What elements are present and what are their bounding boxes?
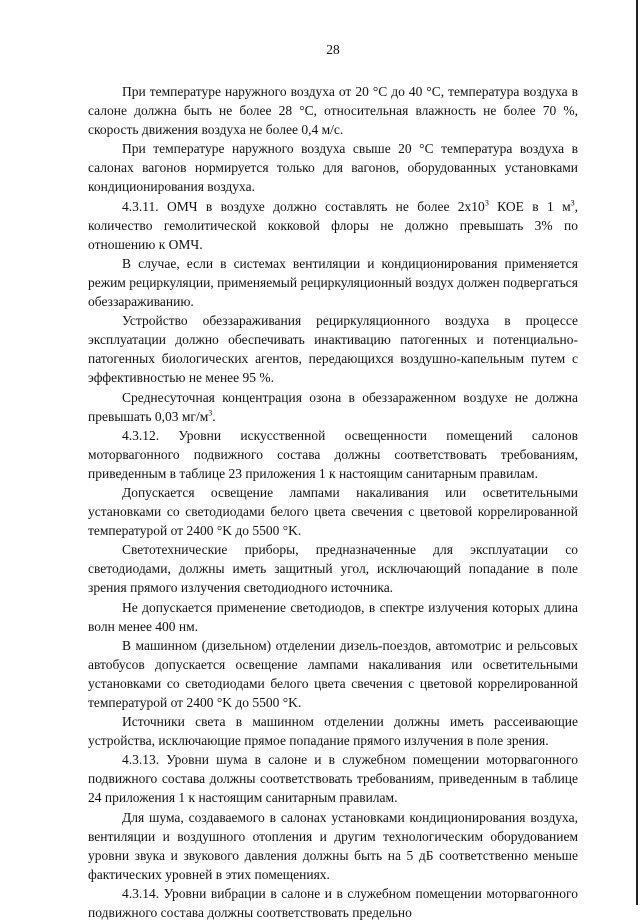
paragraph-temperature-above-20: При температуре наружного воздуха свыше 20 °С температура воздуха в салонах вагонов нормируется только для вагонов, оборудованных установками кондиционирования воздуха.: [88, 141, 578, 195]
paragraph-lighting-allowed: Допускается освещение лампами накаливания или осветительными установками со светодиодами белого цвета свечения с цветовой коррелированной температурой от 2400 °K до 5500 °K.: [88, 484, 578, 539]
paragraph-engine-room-sources: Источники света в машинном отделении должны иметь рассеивающие устройства, исключающие прямое попадание прямого излучения в поле зрения.: [88, 714, 578, 749]
paragraph-temperature-20-40: При температуре наружного воздуха от 20 °С до 40 °С, температура воздуха в салоне должна быть не более 28 °С, относительная влажность не более 70 %, скорость движения воздуха не более 0,4 м/с.: [88, 84, 578, 138]
paragraph-engine-room-lighting: В машинном (дизельном) отделении дизель-поездов, автомотрис и рельсовых автобусов допускается освещение лампами накаливания или осветительными установками со светодиодами белого цвета свечения с цветовой коррелированной температурой от 2400 °K до 5500 °K.: [88, 637, 578, 710]
superscript: 3: [208, 408, 213, 418]
paragraph-led-spectrum: Не допускается применение светодиодов, в спектре излучения которых длина волн менее 400 нм.: [88, 599, 578, 634]
scan-edge-line: [636, 0, 638, 905]
page-number: 28: [326, 42, 340, 57]
paragraph-4-3-12: 4.3.12. Уровни искусственной освещенности помещений салонов моторвагонного подвижного состава должны соответствовать требованиям, приведенным в таблице 23 приложения 1 к настоящим санитарным правилам.: [88, 427, 578, 481]
paragraph-ozone-pre: Среднесуточная концентрация озона в обеззараженном воздухе не должна превышать 0,03 мг/м: [88, 389, 578, 424]
paragraph-4-3-14: 4.3.14. Уровни вибрации в салоне и в служебном помещении моторвагонного подвижного состава должны соответствовать предельно: [88, 885, 578, 921]
paragraph-4-3-11-post: , количество гемолитической кокковой флоры не должно превышать 3% по отношению к ОМЧ.: [88, 198, 578, 252]
paragraph-light-fixtures: Светотехнические приборы, предназначенные для эксплуатации со светодиодами, должны иметь защитный угол, исключающий попадание в поле зрения прямого излучения светодиодного источника.: [88, 542, 578, 596]
superscript: 3: [484, 198, 489, 208]
paragraph-ozone-post: .: [212, 408, 216, 424]
superscript: 3: [570, 198, 575, 208]
paragraph-4-3-13: 4.3.13. Уровни шума в салоне и в служебном помещении моторвагонного подвижного состава должны соответствовать требованиям, приведенным в таблице 24 приложения 1 к настоящим санитарным правилам.: [88, 752, 578, 806]
paragraph-ozone: [88, 388, 578, 426]
paragraph-4-3-11-pre: 4.3.11. ОМЧ в воздухе должно составлять не более 2х10: [122, 198, 485, 214]
paragraph-4-3-11-mid: КОЕ в 1 м: [488, 198, 571, 214]
paragraph-recirculation: В случае, если в системах вентиляции и кондиционирования применяется режим рециркуляции, применяемый рециркуляционный воздух должен подвергаться обеззараживанию.: [88, 255, 578, 310]
paragraph-disinfection-device: Устройство обеззараживания рециркуляционного воздуха в процессе эксплуатации должно обеспечивать инактивацию патогенных и потенциально-патогенных биологических агентов, передающихся воздушно-капельным путем с эффективностью не менее 95 %.: [88, 313, 578, 386]
paragraph-4-3-11: [88, 197, 578, 254]
paragraph-noise: Для шума, создаваемого в салонах установками кондиционирования воздуха, вентиляции и воздушного отопления и другим технологическим оборудованием уровни звука и звукового давления должны быть на 5 дБ соответственно меньше фактических уровней в этих помещениях.: [88, 809, 578, 882]
